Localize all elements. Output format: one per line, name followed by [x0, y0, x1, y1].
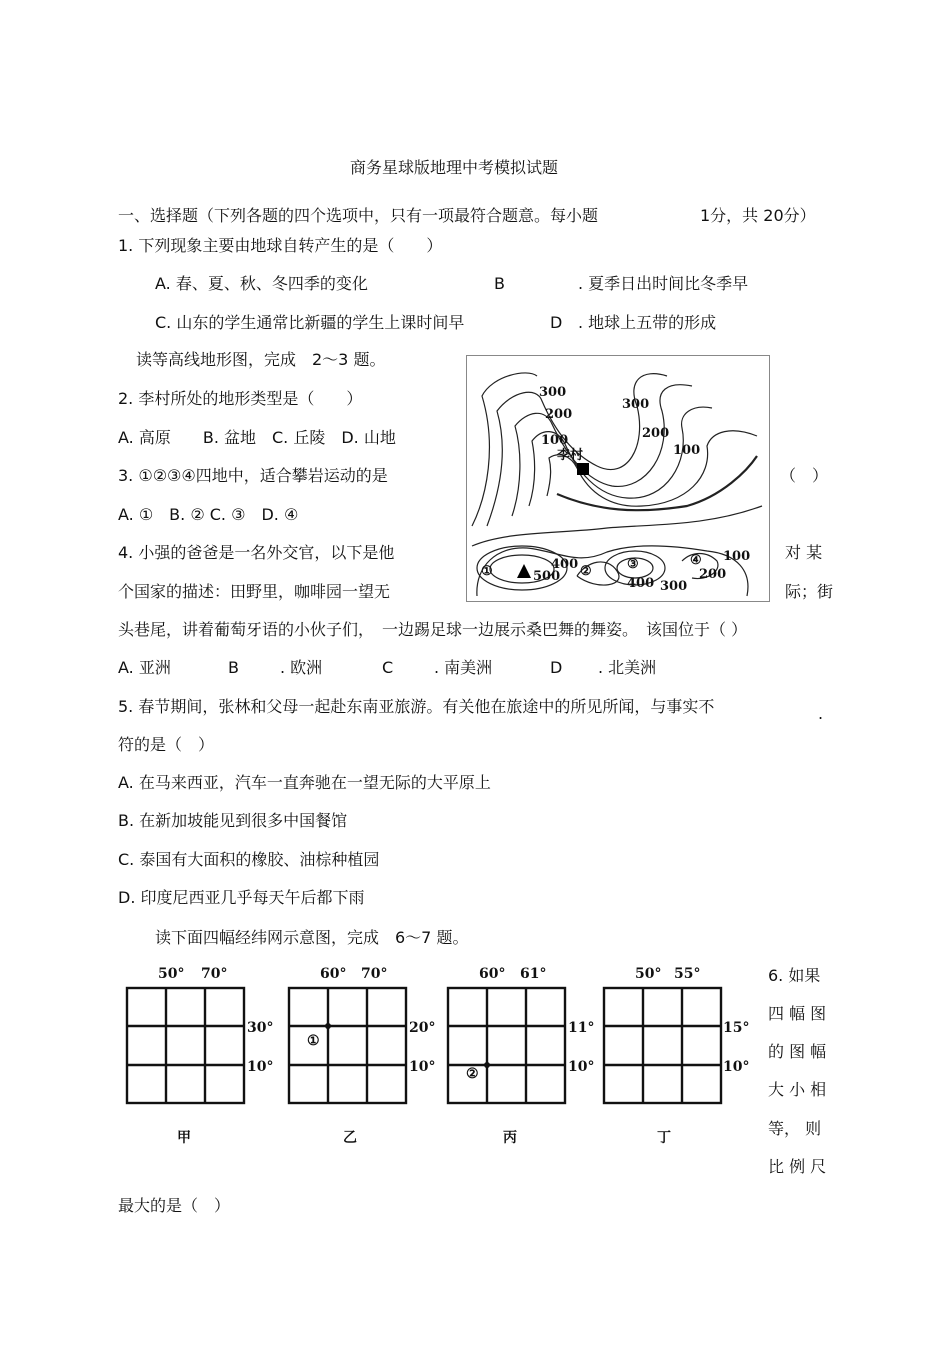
q5-stem-line2: 符的是（ ）	[118, 735, 215, 754]
contour-label-100: 100	[541, 433, 569, 448]
map-bing-name: 丙	[503, 1130, 517, 1146]
map-jia-lat2: 10°	[247, 1059, 274, 1075]
section-score: 1分，共 20分）	[700, 206, 816, 225]
map-bing-lon2: 61°	[520, 966, 547, 982]
q5-option-a: A. 在马来西亚，汽车一直奔驰在一望无际的大平原上	[118, 773, 491, 792]
map-ding-lon1: 50°	[635, 966, 662, 982]
point-2-label: ②	[580, 564, 592, 579]
q1-option-a: A. 春、夏、秋、冬四季的变化	[155, 274, 368, 293]
q4-option-c-letter: C	[382, 658, 394, 677]
q1-option-d-letter: D	[550, 313, 563, 332]
map-ding-lat1: 15°	[723, 1020, 750, 1036]
peak-label: 500	[533, 569, 561, 584]
contour-label-200-south: 200	[699, 567, 727, 582]
contour-map-figure	[467, 356, 769, 601]
map-ding-lon2: 55°	[674, 966, 701, 982]
q1-option-c: C. 山东的学生通常比新疆的学生上课时间早	[155, 313, 465, 332]
page-title: 商务星球版地理中考模拟试题	[350, 158, 559, 177]
contour-label-400-west: 400	[551, 557, 579, 572]
q4-option-a: A. 亚洲	[118, 658, 171, 677]
section-heading: 一、选择题（下列各题的四个选项中，只有一项最符合题意。每小题	[118, 206, 599, 225]
map-yi-point: ①	[307, 1033, 320, 1049]
q4-line1-right: 对 某	[785, 543, 823, 562]
contour-map	[466, 355, 770, 602]
intro-2-3: 读等高线地形图，完成 2～3 题。	[136, 350, 386, 369]
map-yi-lat2: 10°	[409, 1059, 436, 1075]
q4-line1: 4. 小强的爸爸是一名外交官，以下是他	[118, 543, 395, 562]
point-3-label: ③	[627, 557, 639, 572]
q5-option-c: C. 泰国有大面积的橡胶、油棕种植园	[118, 850, 380, 869]
q3-paren: （ ）	[780, 466, 829, 485]
contour-label-300: 300	[539, 385, 567, 400]
q4-option-b-letter: B	[228, 658, 239, 677]
map-ding-name: 丁	[657, 1130, 671, 1146]
q4-option-d: . 北美洲	[598, 658, 657, 677]
q1-option-b-letter: B	[494, 274, 505, 293]
q4-line2: 个国家的描述：田野里，咖啡园一望无	[118, 582, 391, 601]
point-4-label: ④	[690, 553, 702, 568]
q4-option-c: . 南美洲	[434, 658, 493, 677]
map-yi-lon2: 70°	[361, 966, 388, 982]
map-jia-lat1: 30°	[247, 1020, 274, 1036]
q3-stem: 3. ①②③④四地中，适合攀岩运动的是	[118, 466, 388, 485]
map-bing-lat1: 11°	[568, 1020, 595, 1036]
contour-label-100-south: 100	[723, 549, 751, 564]
q5-option-d: D. 印度尼西亚几乎每天午后都下雨	[118, 888, 365, 907]
map-bing-lon1: 60°	[479, 966, 506, 982]
graticule-figures	[113, 960, 753, 1152]
q1-option-b: . 夏季日出时间比冬季早	[578, 274, 749, 293]
map-bing-point: ②	[466, 1066, 479, 1082]
contour-label-300-east: 300	[622, 397, 650, 412]
contour-label-100-east: 100	[673, 443, 701, 458]
q4-line3: 头巷尾，讲着葡萄牙语的小伙子们， 一边踢足球一边展示桑巴舞的舞姿。 该国位于（ ）	[118, 620, 748, 639]
map-yi-name: 乙	[343, 1130, 357, 1146]
map-yi-lon1: 60°	[320, 966, 347, 982]
map-bing-lat2: 10°	[568, 1059, 595, 1075]
village-label: 李村	[557, 448, 584, 463]
contour-label-300-south: 300	[660, 579, 688, 594]
q6-end: 最大的是（ ）	[118, 1196, 231, 1215]
q5-option-b: B. 在新加坡能见到很多中国餐馆	[118, 811, 348, 830]
q6-side-line-5: 等， 则	[768, 1119, 822, 1138]
map-yi-lat1: 20°	[409, 1020, 436, 1036]
q6-side-line-2: 四 幅 图	[768, 1004, 827, 1023]
contour-label-400-mid: 400	[627, 576, 655, 591]
graticule-figures-svg	[113, 960, 753, 1152]
map-jia-lon2: 70°	[201, 966, 228, 982]
contour-label-200: 200	[545, 407, 573, 422]
point-1-label: ①	[481, 564, 493, 579]
q6-side-line-3: 的 图 幅	[768, 1042, 827, 1061]
q6-side-line-6: 比 例 尺	[768, 1157, 827, 1176]
q4-option-d-letter: D	[550, 658, 563, 677]
q4-line2-right: 际；街	[785, 582, 834, 601]
map-ding-lat2: 10°	[723, 1059, 750, 1075]
contour-label-200-east: 200	[642, 426, 670, 441]
q2-stem: 2. 李村所处的地形类型是（ ）	[118, 389, 363, 408]
q2-options: A. 高原 B. 盆地 C. 丘陵 D. 山地	[118, 428, 396, 447]
q6-side-line-4: 大 小 相	[768, 1080, 827, 1099]
intro-6-7: 读下面四幅经纬网示意图，完成 6～7 题。	[155, 928, 469, 947]
map-jia-name: 甲	[177, 1130, 191, 1146]
map-jia-lon1: 50°	[158, 966, 185, 982]
q3-options: A. ① B. ② C. ③ D. ④	[118, 505, 299, 524]
q4-option-b: . 欧洲	[280, 658, 323, 677]
q1-option-d: . 地球上五带的形成	[578, 313, 717, 332]
q5-emphasis-dot: .	[818, 704, 824, 723]
q6-side-line-1: 6. 如果	[768, 966, 821, 985]
q5-stem-line1: 5. 春节期间，张林和父母一起赴东南亚旅游。有关他在旅途中的所见所闻，与事实不	[118, 697, 715, 716]
q1-stem: 1. 下列现象主要由地球自转产生的是（ ）	[118, 236, 443, 255]
